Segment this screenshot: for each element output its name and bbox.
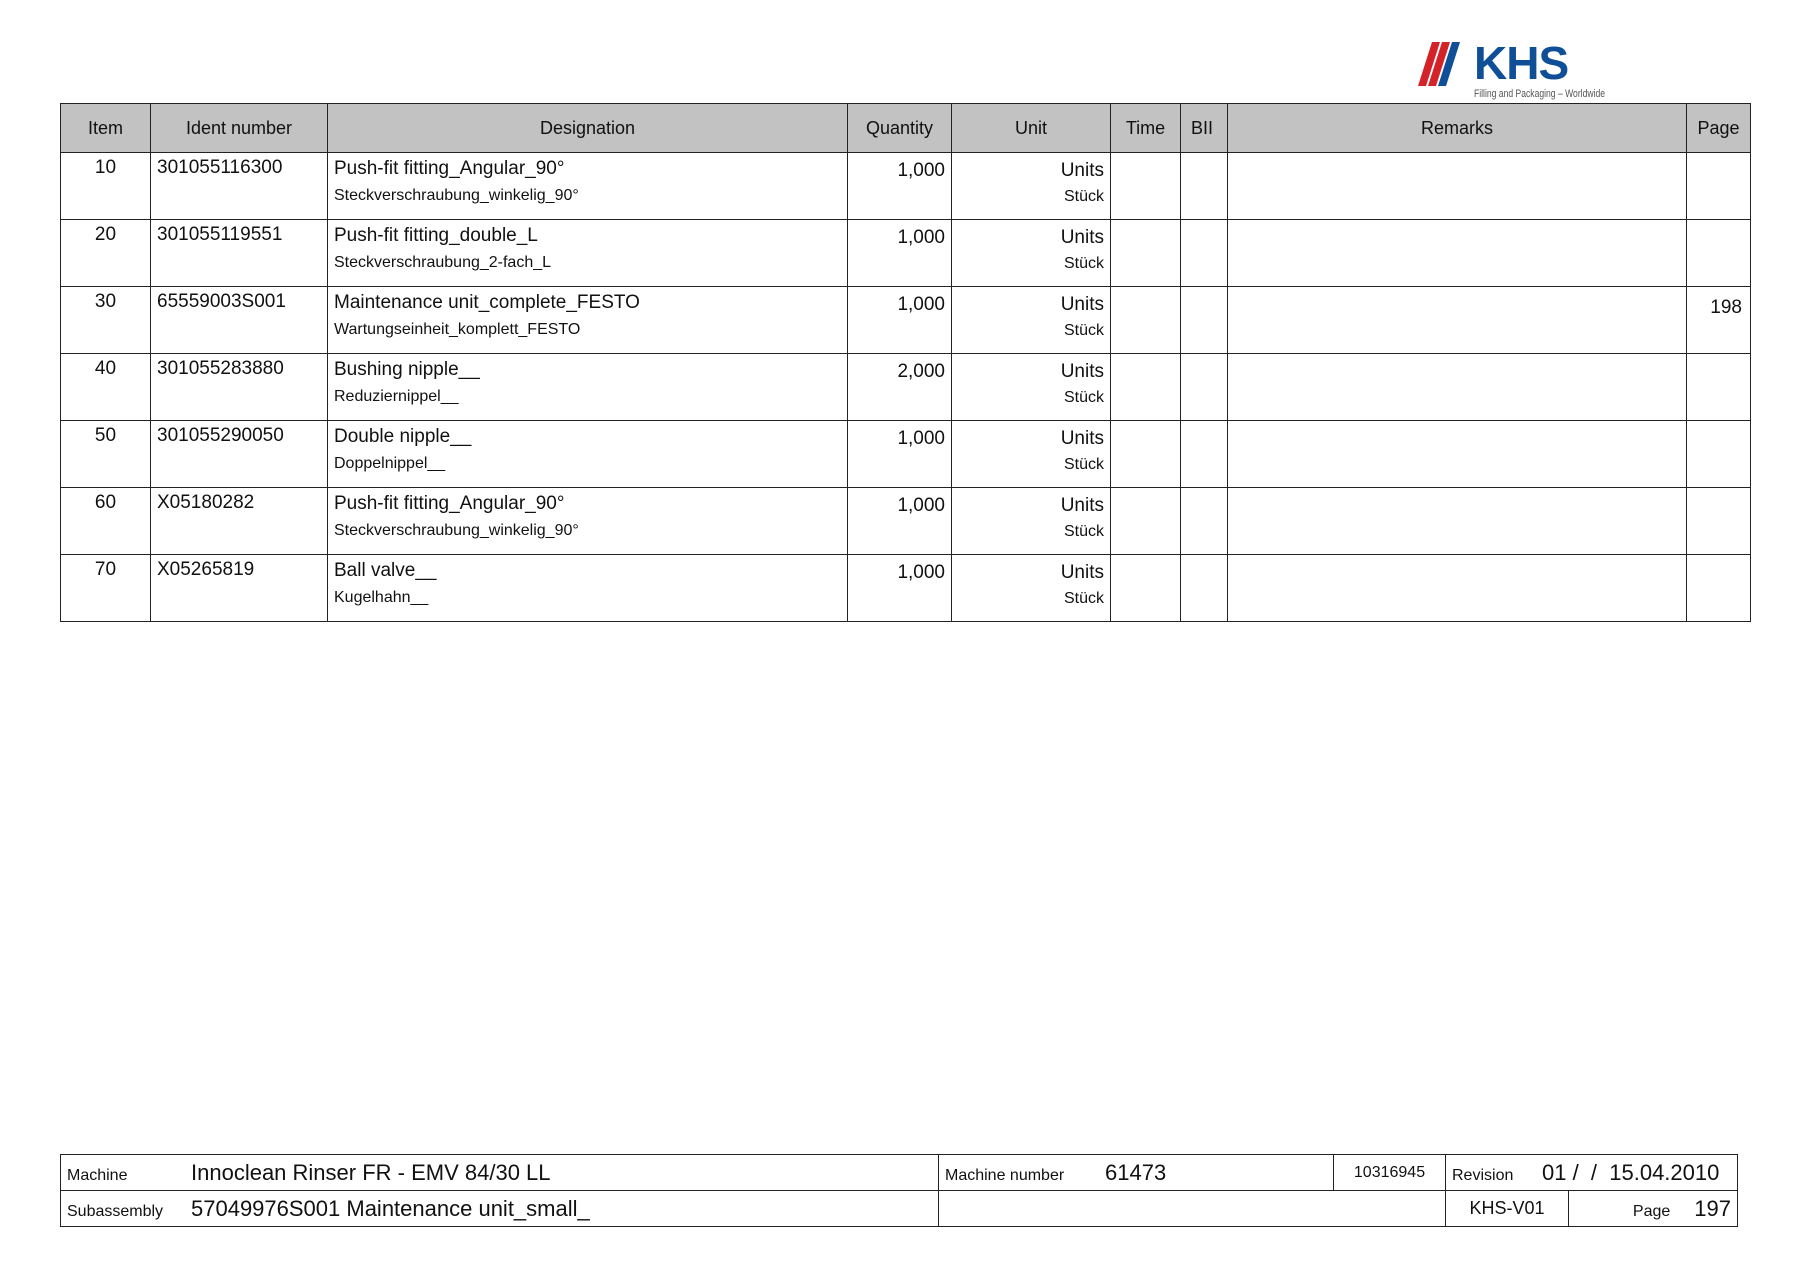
designation-german: Steckverschraubung_winkelig_90° (334, 187, 579, 204)
designation-cell (328, 488, 848, 555)
ident-number: X05265819 (151, 555, 328, 622)
subassembly-cell (61, 1191, 939, 1227)
ident-number: 301055116300 (151, 153, 328, 220)
remarks-cell (1228, 220, 1687, 287)
remarks-cell (1228, 421, 1687, 488)
designation-german: Wartungseinheit_komplett_FESTO (334, 321, 581, 338)
time-cell (1111, 287, 1181, 354)
unit-english: Units (1060, 361, 1104, 382)
designation-english: Push-fit fitting_double_L (334, 225, 538, 246)
remarks-cell (1228, 488, 1687, 555)
unit-english: Units (1060, 227, 1104, 248)
time-cell (1111, 220, 1181, 287)
quantity: 1,000 (848, 287, 952, 354)
bii-cell (1181, 287, 1228, 354)
header-quantity: Quantity (848, 104, 952, 153)
khs-logo (1418, 38, 1628, 106)
unit-german: Stück (1063, 188, 1104, 205)
designation-cell (328, 153, 848, 220)
designation-german: Doppelnippel__ (334, 455, 446, 472)
header-designation: Designation (328, 104, 848, 153)
page-value: 197 (1694, 1195, 1731, 1221)
order-number: 10316945 (1334, 1155, 1446, 1191)
revision-value: 01 / / 15.04.2010 (1542, 1159, 1720, 1185)
time-cell (1111, 421, 1181, 488)
unit-cell (952, 421, 1111, 488)
revision-label: Revision (1452, 1166, 1514, 1184)
unit-cell (952, 220, 1111, 287)
quantity: 2,000 (848, 354, 952, 421)
unit-german: Stück (1063, 389, 1104, 406)
designation-german: Kugelhahn__ (334, 589, 429, 606)
ident-number: 301055283880 (151, 354, 328, 421)
unit-german: Stück (1063, 456, 1104, 473)
logo-brand-text: KHS (1474, 37, 1569, 89)
page-ref (1687, 153, 1751, 220)
table-row (61, 153, 1751, 220)
parts-list-table (60, 103, 1751, 622)
table-row (61, 354, 1751, 421)
designation-german: Steckverschraubung_winkelig_90° (334, 522, 579, 539)
version-label: KHS-V01 (1446, 1191, 1569, 1227)
subassembly-value: 57049976S001 Maintenance unit_small_ (191, 1195, 590, 1221)
bii-cell (1181, 488, 1228, 555)
table-body (61, 153, 1751, 622)
unit-cell (952, 153, 1111, 220)
header-bii: BII (1181, 104, 1228, 153)
unit-german: Stück (1063, 590, 1104, 607)
bii-cell (1181, 153, 1228, 220)
page-ref (1687, 220, 1751, 287)
designation-cell (328, 421, 848, 488)
time-cell (1111, 488, 1181, 555)
designation-cell (328, 555, 848, 622)
ident-number: X05180282 (151, 488, 328, 555)
bii-cell (1181, 220, 1228, 287)
header-ident-number: Ident number (151, 104, 328, 153)
table-row (61, 555, 1751, 622)
quantity: 1,000 (848, 153, 952, 220)
item-number: 30 (61, 287, 151, 354)
unit-german: Stück (1063, 255, 1104, 272)
ident-number: 65559003S001 (151, 287, 328, 354)
khs-logo-mark-icon (1418, 38, 1472, 88)
unit-cell (952, 287, 1111, 354)
designation-german: Reduziernippel__ (334, 388, 459, 405)
designation-cell (328, 354, 848, 421)
designation-english: Push-fit fitting_Angular_90° (334, 493, 565, 514)
time-cell (1111, 153, 1181, 220)
item-number: 50 (61, 421, 151, 488)
item-number: 60 (61, 488, 151, 555)
header-time: Time (1111, 104, 1181, 153)
item-number: 10 (61, 153, 151, 220)
header-unit: Unit (952, 104, 1111, 153)
unit-cell (952, 354, 1111, 421)
machine-number-value: 61473 (1105, 1159, 1167, 1185)
designation-english: Push-fit fitting_Angular_90° (334, 158, 565, 179)
unit-cell (952, 488, 1111, 555)
machine-number-label: Machine number (945, 1166, 1065, 1184)
unit-english: Units (1060, 495, 1104, 516)
title-block (60, 1154, 1738, 1227)
unit-cell (952, 555, 1111, 622)
remarks-cell (1228, 354, 1687, 421)
time-cell (1111, 555, 1181, 622)
page-ref (1687, 488, 1751, 555)
machine-number-cell (939, 1155, 1334, 1191)
table-row (61, 287, 1751, 354)
unit-german: Stück (1063, 322, 1104, 339)
unit-english: Units (1060, 160, 1104, 181)
bii-cell (1181, 421, 1228, 488)
remarks-cell (1228, 555, 1687, 622)
table-row (61, 421, 1751, 488)
bii-cell (1181, 354, 1228, 421)
item-number: 40 (61, 354, 151, 421)
quantity: 1,000 (848, 555, 952, 622)
designation-cell (328, 220, 848, 287)
designation-english: Maintenance unit_complete_FESTO (334, 292, 640, 313)
logo-tagline: Filling and Packaging – Worldwide (1474, 88, 1606, 100)
subassembly-label: Subassembly (67, 1202, 164, 1220)
remarks-cell (1228, 287, 1687, 354)
page-ref (1687, 555, 1751, 622)
ident-number: 301055290050 (151, 421, 328, 488)
table-row (61, 488, 1751, 555)
page-ref (1687, 354, 1751, 421)
header-page: Page (1687, 104, 1751, 153)
designation-english: Bushing nipple__ (334, 359, 480, 380)
page-ref: 198 (1687, 287, 1751, 354)
quantity: 1,000 (848, 488, 952, 555)
time-cell (1111, 354, 1181, 421)
header-remarks: Remarks (1228, 104, 1687, 153)
quantity: 1,000 (848, 220, 952, 287)
title-block-row-machine (61, 1155, 1738, 1191)
ident-number: 301055119551 (151, 220, 328, 287)
page-cell (1569, 1191, 1738, 1227)
revision-cell (1446, 1155, 1738, 1191)
header-item: Item (61, 104, 151, 153)
item-number: 70 (61, 555, 151, 622)
table-header-row (61, 104, 1751, 153)
designation-german: Steckverschraubung_2-fach_L (334, 254, 552, 271)
empty-footer-cell (939, 1191, 1446, 1227)
machine-label: Machine (67, 1166, 128, 1184)
title-block-row-subassembly (61, 1191, 1738, 1227)
remarks-cell (1228, 153, 1687, 220)
designation-cell (328, 287, 848, 354)
machine-cell (61, 1155, 939, 1191)
quantity: 1,000 (848, 421, 952, 488)
unit-english: Units (1060, 562, 1104, 583)
item-number: 20 (61, 220, 151, 287)
table-row (61, 220, 1751, 287)
page-label: Page (1632, 1202, 1671, 1220)
unit-german: Stück (1063, 523, 1104, 540)
unit-english: Units (1060, 428, 1104, 449)
designation-english: Double nipple__ (334, 426, 472, 447)
unit-english: Units (1060, 294, 1104, 315)
machine-value: Innoclean Rinser FR - EMV 84/30 LL (191, 1159, 551, 1185)
bii-cell (1181, 555, 1228, 622)
designation-english: Ball valve__ (334, 560, 437, 581)
page-ref (1687, 421, 1751, 488)
